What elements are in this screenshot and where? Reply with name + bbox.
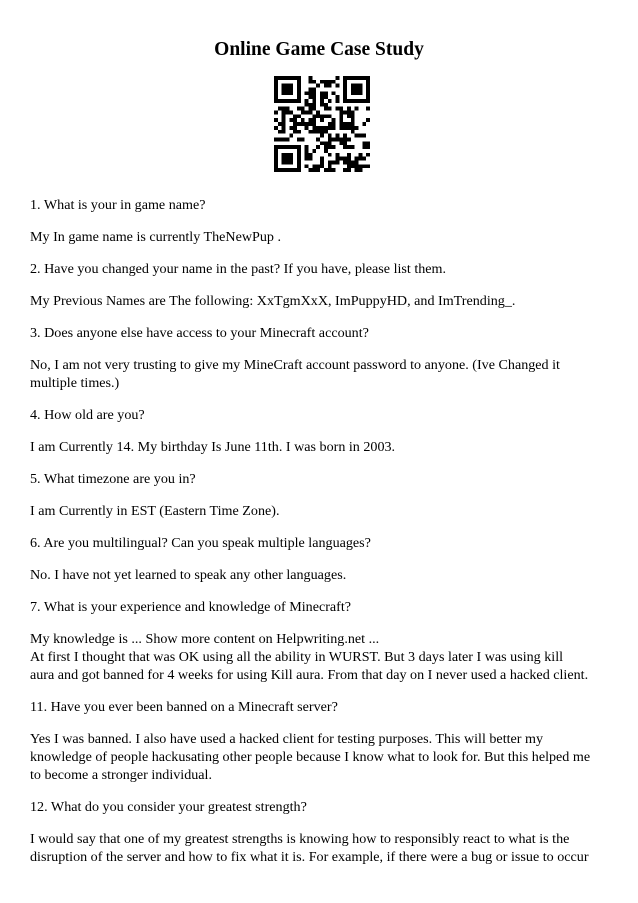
paragraph: No, I am not very trusting to give my MineCraft account password to anyone. (Ive Changed it multiple times.) [30, 357, 560, 391]
paragraph: 6. Are you multilingual? Can you speak multiple languages? [30, 535, 371, 551]
paragraph: 5. What timezone are you in? [30, 471, 196, 487]
paragraph: I would say that one of my greatest strengths is knowing how to responsibly react to what is the disruption of the server and how to fix what it is. For example, if there were a bug or issue to occur [30, 831, 589, 865]
paragraph: 12. What do you consider your greatest strength? [30, 799, 307, 815]
paragraph: My knowledge is ... Show more content on Helpwriting.net ... At first I thought that was OK using all the ability in WURST. But 3 days later I was using kill aura and got banned for 4 weeks for using Kill aura. From that day on I never used a hacked client. [30, 631, 589, 683]
paragraph: 11. Have you ever been banned on a Minecraft server? [30, 699, 338, 715]
paragraph: Yes I was banned. I also have used a hacked client for testing purposes. This will better my knowledge of people hackusating other people because I know what to look for. But this helped me to become a stronger individual. [30, 731, 591, 783]
paragraph: 7. What is your experience and knowledge of Minecraft? [30, 599, 352, 615]
paragraph: 3. Does anyone else have access to your Minecraft account? [30, 325, 369, 341]
paragraph: 1. What is your in game name? [30, 197, 206, 213]
paragraph: I am Currently 14. My birthday Is June 11th. I was born in 2003. [30, 439, 396, 455]
paragraph: My Previous Names are The following: XxTgmXxX, ImPuppyHD, and ImTrending_. [30, 293, 516, 309]
paragraph: 2. Have you changed your name in the past? If you have, please list them. [30, 261, 447, 277]
page-title: Online Game Case Study [214, 39, 424, 60]
qr-code-icon [274, 76, 370, 172]
paragraph: 4. How old are you? [30, 407, 145, 423]
paragraph: My In game name is currently TheNewPup . [30, 229, 282, 245]
paragraph: No. I have not yet learned to speak any other languages. [30, 567, 347, 583]
paragraph: I am Currently in EST (Eastern Time Zone). [30, 503, 280, 519]
document-body [30, 196, 614, 880]
